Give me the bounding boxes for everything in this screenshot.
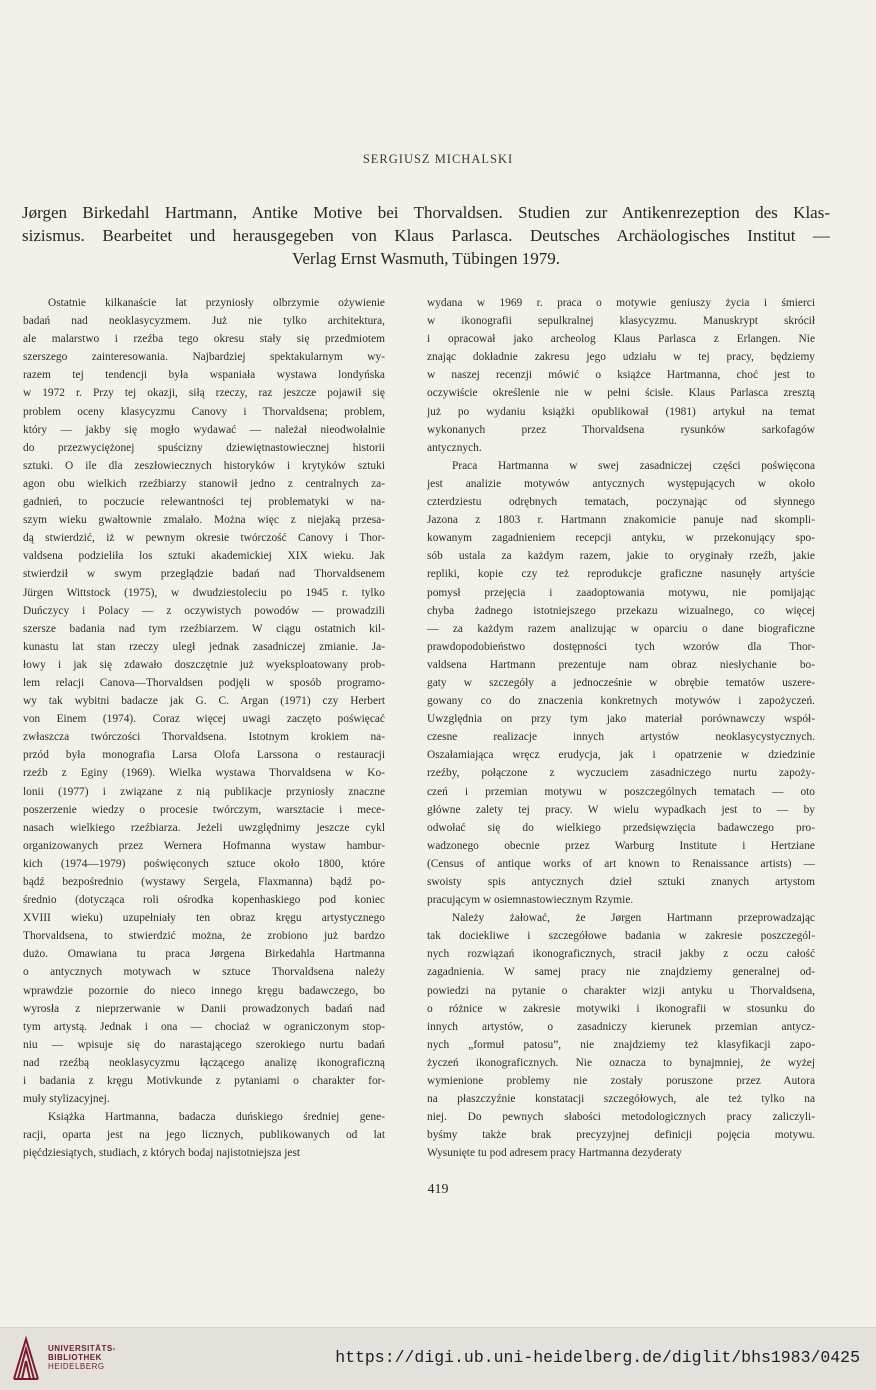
text-line: kowanym zagadnieniem recepcji antyku, w przekonujący spo- <box>427 532 815 545</box>
text-line: organizowanych przez Wernera Hofmanna wystaw hambur- <box>23 839 385 852</box>
text-line: czesne realizacje innych artystów neoklasycystycznych. <box>427 731 815 744</box>
text-line: który — jakby się mogło wydawać — należał nieodwołalnie <box>23 423 385 436</box>
text-line: jest analizie motywów antycznych występujących w około <box>427 477 815 490</box>
text-line: rzeźby, połączone z wyczuciem zasadniczego nurtu zapoży- <box>427 767 815 780</box>
permalink-url[interactable]: https://digi.ub.uni-heidelberg.de/diglit/bhs1983/0425 <box>335 1348 860 1367</box>
text-line: wydana w 1969 r. praca o motywie geniuszy życia i śmierci <box>427 297 815 309</box>
text-line: główne zalety tej pracy. W wielu wypadkach jest to — by <box>427 803 815 816</box>
text-line: Jazona z 1803 r. Hartmann znakomicie panuje nad skompli- <box>427 514 815 527</box>
text-line: gaty w szczegóły a jednocześnie w obrębie tematów uszere- <box>427 676 815 689</box>
text-line: badań nad neoklasycyzmem. Już nie tylko architektura, <box>23 315 385 328</box>
text-line: Jürgen Wittstock (1975), w dwudziestoleciu po 1945 r. tylko <box>23 586 385 599</box>
text-line: dą stwierdzić, iż w pewnym okresie twórczość Canovy i Thor- <box>23 532 385 545</box>
text-line: przód była monografia Larsa Olofa Larssona o restauracji <box>23 749 385 762</box>
text-line: innych artystów, o zasadniczy kierunek przemian antycz- <box>427 1020 815 1033</box>
text-line: wyrosła z nieprzerwanie w Danii prowadzonych badań nad <box>23 1002 385 1015</box>
text-line: i badania z kręgu Motivkunde z pytaniami o charakter for- <box>23 1075 385 1088</box>
text-line: agon obu wielkich rzeźbiarzy stanowił jedno z centralnych za- <box>23 477 385 490</box>
text-line: nasach wielkiego rzeźbiarza. Jeżeli uwzględnimy jeszcze cykl <box>23 821 385 834</box>
author-heading: SERGIUSZ MICHALSKI <box>362 152 514 166</box>
text-line: zwłaszcza twórczości Thorvaldsena. Istotnym krokiem na- <box>23 731 385 744</box>
text-line: ale malarstwo i rzeźba tego okresu stały się przedmiotem <box>23 333 385 346</box>
text-line: — za każdym razem analizując w oparciu o dane biograficzne <box>427 622 815 635</box>
text-line: muły stylizacyjnej. <box>23 1093 110 1106</box>
text-line: antycznych. <box>427 441 482 454</box>
text-line: tak dociekliwe i szczegółowe badania w zakresie poszczegól- <box>427 930 815 943</box>
text-line: o antycznych motywach w sztuce Thorvaldsena należy <box>23 966 385 979</box>
text-line: von Einem (1974). Coraz więcej uwagi zaczęto poświęcać <box>23 713 385 726</box>
text-line: Książka Hartmanna, badacza duńskiego średniej gene- <box>48 1111 385 1124</box>
text-line: swoisty spis antycznych dzieł sztuki znanych artystom <box>427 876 815 888</box>
text-line: odwołać się do wielkiego przedsięwzięcia badawczego pro- <box>427 821 815 834</box>
text-line: czeń i przemian motywu w poszczególnych tematach — oto <box>427 785 815 798</box>
text-line: życzeń ikonograficznych. Nie oznacza to bynajmniej, że wyżej <box>427 1056 815 1069</box>
text-line: XVIII wieku) uzupełniały ten obraz kręgu artystycznego <box>23 912 385 925</box>
text-line: o różnice w zakresie motywiki i ikonografii w stosunku do <box>427 1002 815 1015</box>
text-line: byśmy także brak precyzyjnej definicji pojęcia motywu. <box>427 1129 815 1142</box>
text-line: dużo. Omawiana tu praca Jørgena Birkedahla Hartmanna <box>23 948 385 961</box>
text-line: prawdopodobieństwo dostępności tych wzorów dla Thor- <box>427 640 815 653</box>
text-line: sób ustala za każdym razem, jakie to oryginały rzeźb, jakie <box>427 550 815 563</box>
text-line: tym artystą. Jednak i ona — chociaż w ograniczonym stop- <box>23 1020 385 1033</box>
text-line: nych „formuł patosu”, nie znajdziemy też klasyfikacji zapo- <box>427 1038 815 1051</box>
university-library-logo-icon <box>12 1335 40 1381</box>
text-line: wykonanych przez Thorvaldsena rysunków sarkofagów <box>427 423 815 436</box>
text-line: znając dokładnie zakresu jego udziału w tej pracy, będziemy <box>427 351 815 364</box>
text-line: valdsena Hartmann prezentuje nam obraz niesłychanie bo- <box>427 658 815 671</box>
text-line: gadnień, to poczucie relewantności tej problematyki w na- <box>23 496 385 509</box>
text-line: Praca Hartmanna w swej zasadniczej części poświęcona <box>452 459 815 472</box>
text-line: szerszego zainteresowania. Najbardziej spektakularnym wy- <box>23 351 385 364</box>
text-line: czterdziestu odrębnych tematach, poczynając od słynnego <box>427 496 815 509</box>
text-line: zagadnienia. W samej pracy nie znajdziemy generalnej od- <box>427 966 815 979</box>
text-line: Wysunięte tu pod adresem pracy Hartmanna dezyderaty <box>427 1147 682 1160</box>
text-line: powiedzi na pytanie o charakter wizji antyku u Thorvaldsena, <box>427 984 815 997</box>
text-line: Thorvaldsena, to stwierdzić można, że zrobiono już bardzo <box>23 930 385 943</box>
text-line: poszerzenie wiedzy o procesie twórczym, warsztacie i mece- <box>23 803 385 816</box>
text-line: nych rozwiązań ikonograficznych, stracił jakby z oczu całość <box>427 948 815 961</box>
page-number: 419 <box>427 1182 449 1197</box>
text-line: lonii (1977) i związane z nią publikacje przyniosły znaczne <box>23 785 385 798</box>
text-line: na płaszczyźnie konstatacji szczegółowych, ale też tylko na <box>427 1093 815 1106</box>
text-line: Należy żałować, że Jørgen Hartmann przeprowadzając <box>452 912 815 925</box>
text-line: valdsena podzieliła los sztuki akademickiej XIX wieku. Jak <box>23 550 385 563</box>
text-line: szym wieku gwałtownie zmalało. Można więc z niejaką przesa- <box>23 514 385 527</box>
text-line: pracującym w osiemnastowiecznym Rzymie. <box>427 894 634 907</box>
text-line: nad rzeźbą neoklasycyzmu łączącego analizę ikonograficzną <box>23 1056 385 1069</box>
text-line: wprawdzie pozornie do nieco innego kręgu badawczego, bo <box>23 984 385 997</box>
text-line: repliki, kopie czy też reprodukcje graficzne nasunęły artyście <box>427 568 815 581</box>
text-line: chyba żadnego istotniejszego przekazu wizualnego, co więcej <box>427 604 815 617</box>
text-line: pomysł przejęcia i zaadoptowania motywu, nie pomijając <box>427 586 815 599</box>
text-line: gowany co do znaczenia konkretnych motywów i zapożyczeń. <box>427 695 815 708</box>
left-text-column <box>23 294 385 1163</box>
text-line: (Census of antique works of art known to Renaissance artists) — <box>427 857 815 870</box>
text-line: stwierdził w swym przeglądzie badań nad Thorvaldsenem <box>23 568 385 581</box>
text-line: niu — wpisuje się do narastającego szerokiego nurtu badań <box>23 1038 385 1051</box>
text-line: Duńczycy i Polacy — z oczywistych powodów — prowadzili <box>23 604 385 617</box>
text-line: problem oceny klasycyzmu Canovy i Thorvaldsena; problem, <box>23 405 385 418</box>
text-line: łowy i jak się zdawało doszczętnie już wyeksploatowany prob- <box>23 658 385 671</box>
text-line: wy tak wybitni badacze jak G. C. Argan (1971) czy Herbert <box>23 695 385 708</box>
footer-bar <box>0 1327 876 1390</box>
library-name: UNIVERSITÄTS- BIBLIOTHEK HEIDELBERG <box>48 1344 116 1371</box>
text-line: oczywiście określenie nie w pełni ścisłe. Klaus Parlasca zresztą <box>427 387 815 400</box>
text-line: lem relacji Canova—Thorvaldsen podjęli w sposób programo- <box>23 676 385 689</box>
text-line: razem tej tendencji była wspaniała wystawa londyńska <box>23 369 385 382</box>
text-line: racji, oparta jest na jego licznych, publikowanych od lat <box>23 1129 385 1142</box>
text-line: szersze badania nad tym rzeźbiarzem. W ciągu ostatnich kil- <box>23 622 385 635</box>
text-line: w 1972 r. Przy tej okazji, siłą rzeczy, raz jeszcze pojawił się <box>23 387 385 400</box>
text-line: Oszałamiająca wręcz erudycja, jak i opatrzenie w dziedzinie <box>427 749 815 762</box>
right-text-column <box>427 294 815 1163</box>
text-line: w ikonografii sepulkralnej klasycyzmu. Manuskrypt skrócił <box>427 315 815 328</box>
text-line: rzeźb z Eginy (1969). Wielka wystawa Thorvaldsena w Ko- <box>23 767 385 780</box>
text-line: średnio (dotycząca roli ośrodka kopenhaskiego pod koniec <box>23 894 385 907</box>
text-line: do przezwyciężonej spuścizny dziewiętnastowiecznej historii <box>23 441 385 454</box>
text-line: kich (1974—1979) poświęconych sztuce około 1800, które <box>23 857 385 870</box>
text-line: wymienione problemy nie zostały poruszone przez Autora <box>427 1075 815 1088</box>
book-title <box>22 201 830 270</box>
text-line: kunastu lat stan rzeczy uległ jednak zasadniczej zmianie. Ja- <box>23 640 385 653</box>
text-line: wadzonego obecnie przez Warburg Institute i Hertziane <box>427 839 815 852</box>
title-line: sizismus. Bearbeitet und herausgegeben von Klaus Parlasca. Deutsches Archäologisches Institut — <box>22 226 830 245</box>
text-line: Uwzględnia on przy tym jako materiał porównawczy współ- <box>427 713 815 726</box>
text-line: i opracował jako archeolog Klaus Parlasca z Erlangen. Nie <box>427 333 815 346</box>
text-line: pięćdziesiątych, studiach, z których bodaj najistotniejsza jest <box>23 1147 301 1160</box>
text-line: sztuki. O ile dla zeszłowiecznych historyków i krytyków sztuki <box>23 459 385 472</box>
text-line: w naszej recenzji mówić o książce Hartmanna, choć jest to <box>427 369 815 382</box>
title-line: Verlag Ernst Wasmuth, Tübingen 1979. <box>291 249 561 268</box>
text-line: już po wydaniu książki opublikował (1981) artykuł na temat <box>427 405 815 418</box>
title-line: Jørgen Birkedahl Hartmann, Antike Motive bei Thorvaldsen. Studien zur Antikenrezeption des Klas- <box>22 203 830 222</box>
text-line: niej. Do pewnych słabości metodologicznych pracy zaliczyli- <box>427 1111 815 1124</box>
text-line: bądź bezpośrednio (wystawy Sergela, Flaxmanna) bądź po- <box>23 876 385 888</box>
text-line: Ostatnie kilkanaście lat przyniosły olbrzymie ożywienie <box>48 297 385 309</box>
